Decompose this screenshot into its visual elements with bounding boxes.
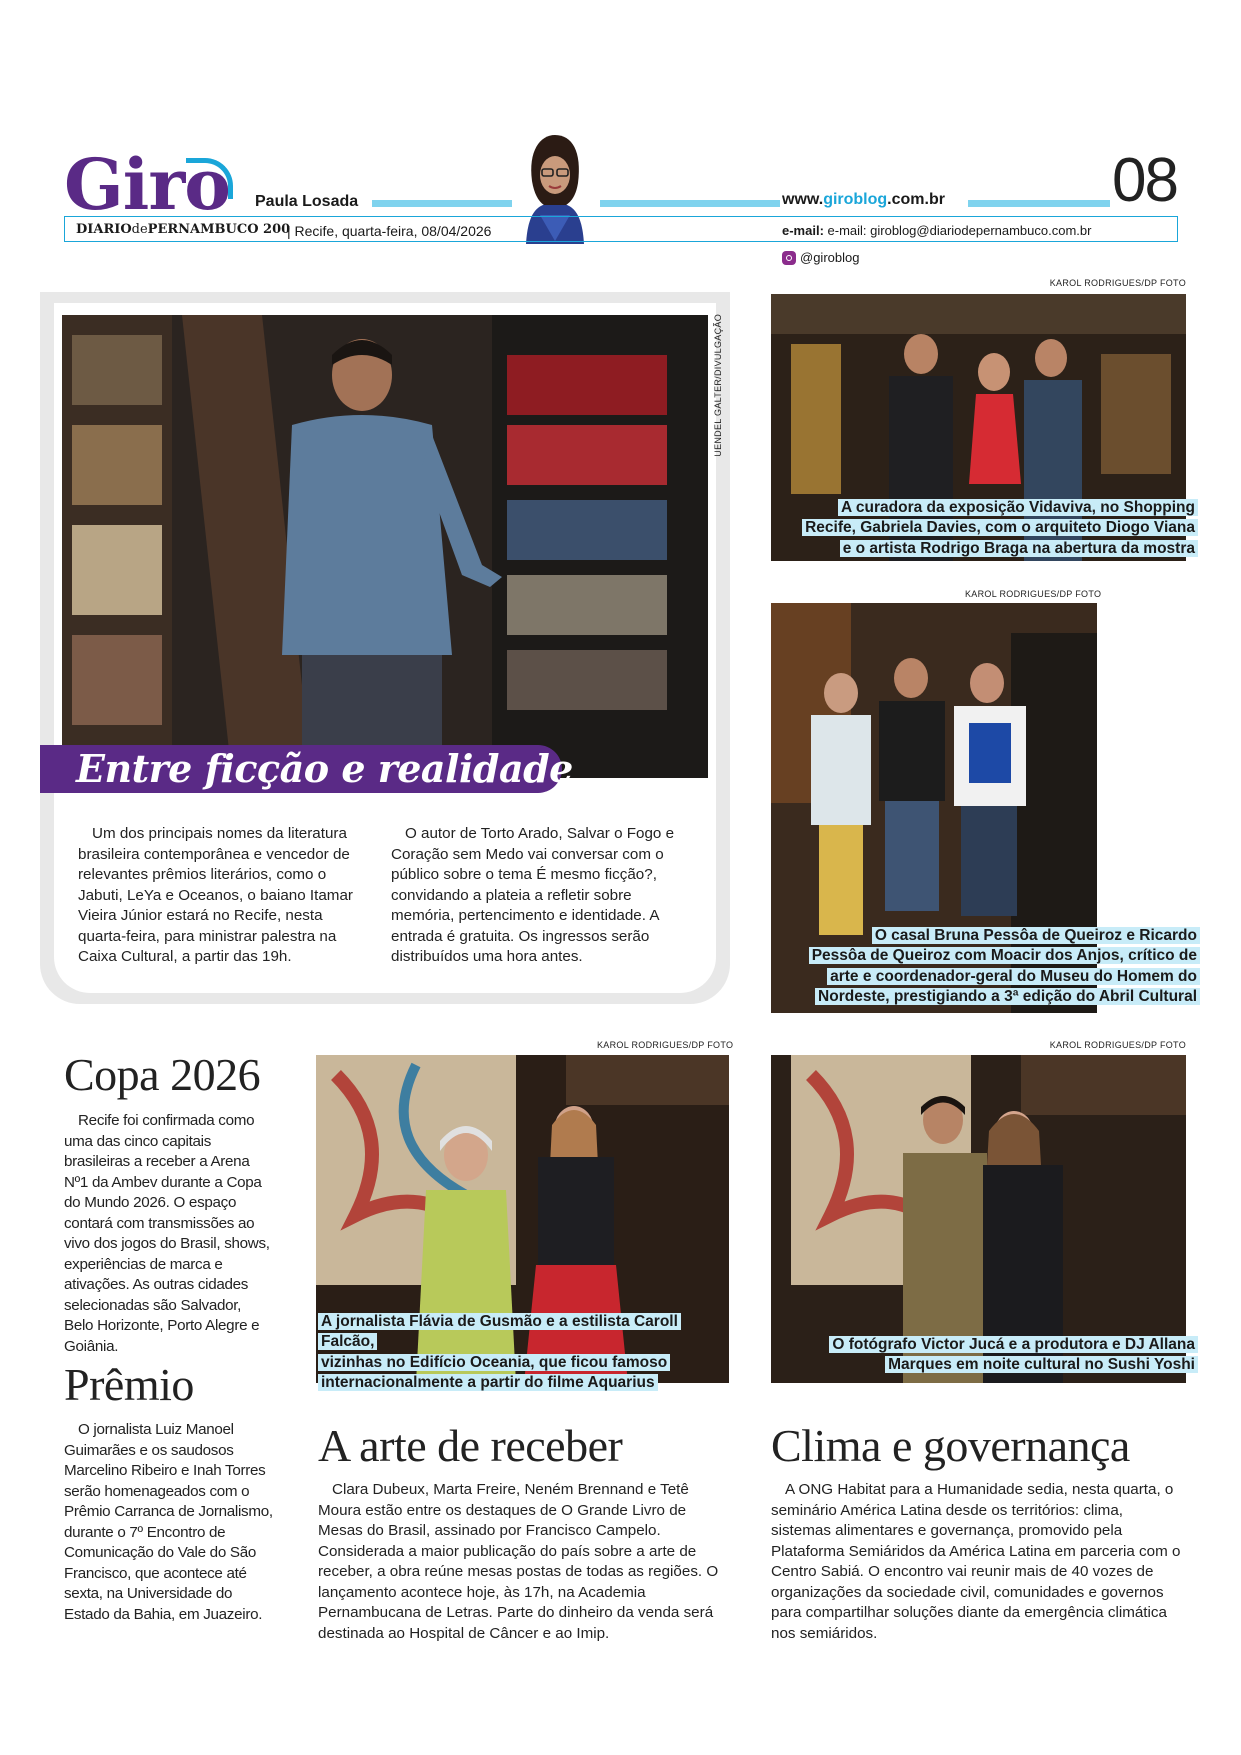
copa-title: Copa 2026	[64, 1049, 261, 1100]
email[interactable]: e-mail: e-mail: giroblog@diariodepernambuco.com.br	[782, 223, 1092, 238]
feature-photo-itamar	[62, 315, 708, 778]
arte-text: Clara Dubeux, Marta Freire, Neném Brennand e Tetê Moura estão entre os destaques de O Grande Livro de Mesas do Brasil, assinado por Francisco Campelo. Considerada a maior publicação do país sobre a arte de receber, a obra reúne mesas postas de todas as regiões. O lançamento acontece hoje, às 17h, na Academia Pernambucana de Letras. Parte do dinheiro da venda será destinada ao Hospital de Câncer e ao Imip.	[318, 1481, 719, 1642]
photo-sushi-yoshi	[771, 1055, 1186, 1383]
page-number: 08	[1112, 146, 1177, 215]
columnist-name: Paula Losada	[255, 193, 359, 210]
premio-title: Prêmio	[64, 1359, 194, 1410]
feature-photo-credit: UENDEL GALTER/DIVULGAÇÃO	[713, 314, 723, 457]
photo3-credit: KAROL RODRIGUES/DP FOTO	[597, 1040, 734, 1050]
clima-title: Clima e governança	[771, 1420, 1130, 1471]
photo4-caption: O fotógrafo Victor Jucá e a produtora e DJ Allana Marques em noite cultural no Sushi Yoshi	[772, 1335, 1198, 1376]
photo3-caption: A jornalista Flávia de Gusmão e a estilista Caroll Falcão, vizinhas no Edifício Oceania, que ficou famoso internacionalmente a partir do filme Aquarius	[318, 1312, 738, 1393]
photo1-credit: KAROL RODRIGUES/DP FOTO	[1049, 278, 1186, 288]
photo4-credit: KAROL RODRIGUES/DP FOTO	[1049, 1040, 1186, 1050]
feature-headline: Entre ficção e realidade	[76, 746, 573, 791]
clima-text: A ONG Habitat para a Humanidade sedia, nesta quarta, o seminário América Latina desde os territórios: clima, sistemas alimentares e governança, promovido pela Plataforma Semiáridos da América Latina em parceria com o Centro Sabiá. O encontro vai reunir mais de 40 vozes de organizações da sociedade civil, comunidades e governos para compartilhar soluções diante da emergência climática nos semiáridos.	[771, 1481, 1181, 1642]
header-rule-mid	[600, 200, 780, 207]
feature-col1: Um dos principais nomes da literatura brasileira contemporânea e vencedor de relevantes prêmios literários, como o Jabuti, LeYa e Oceanos, o baiano Itamar Vieira Júnior estará no Recife, nesta quarta-feira, para ministrar palestra na Caixa Cultural, a partir das 19h.	[78, 825, 353, 965]
paper-name: DIARIOdePERNAMBUCO 200	[76, 222, 291, 237]
copa-text: Recife foi confirmada como uma das cinco capitais brasileiras a receber a Arena Nº1 da Ambev durante a Copa do Mundo 2026. O espaço contará com transmissões ao vivo dos jogos do Brasil, shows, experiências de marca e ativações. As outras cidades selecionadas são Salvador, Belo Horizonte, Porto Alegre e Goiânia.	[64, 1112, 270, 1355]
instagram-handle[interactable]: @giroblog	[782, 250, 859, 265]
instagram-icon	[782, 251, 796, 265]
header-rule-left	[372, 200, 512, 207]
arte-title: A arte de receber	[318, 1420, 623, 1471]
photo2-caption: O casal Bruna Pessôa de Queiroz e Ricardo Pessôa de Queiroz com Moacir dos Anjos, crítico de arte e coordenador-geral do Museu do Homem do Nordeste, prestigiando a 3ª edição do Abril Cultural	[772, 926, 1200, 1007]
dateline: | Recife, quarta-feira, 08/04/2026	[287, 223, 492, 239]
photo2-credit: KAROL RODRIGUES/DP FOTO	[965, 589, 1102, 599]
blog-url[interactable]: www.giroblog.com.br	[782, 191, 945, 208]
giro-logo: Giro	[64, 143, 230, 226]
premio-text: O jornalista Luiz Manoel Guimarães e os saudosos Marcelino Ribeiro e Inah Torres serão homenageados com o Prêmio Carranca de Jornalismo, durante o 7º Encontro de Comunicação do Vale do São Francisco, que acontece até sexta, na Universidade do Estado da Bahia, em Juazeiro.	[64, 1421, 273, 1623]
feature-col2: O autor de Torto Arado, Salvar o Fogo e Coração sem Medo vai conversar com o público sobre o tema É mesmo ficção?, convidando a plateia a refletir sobre memória, pertencimento e identidade. A entrada é gratuita. Os ingressos serão distribuídos uma hora antes.	[391, 825, 675, 965]
header-rule-right	[968, 200, 1110, 207]
photo1-caption: A curadora da exposição Vidaviva, no Shopping Recife, Gabriela Davies, com o arquiteto Diogo Viana e o artista Rodrigo Braga na abertura da mostra	[772, 498, 1198, 559]
